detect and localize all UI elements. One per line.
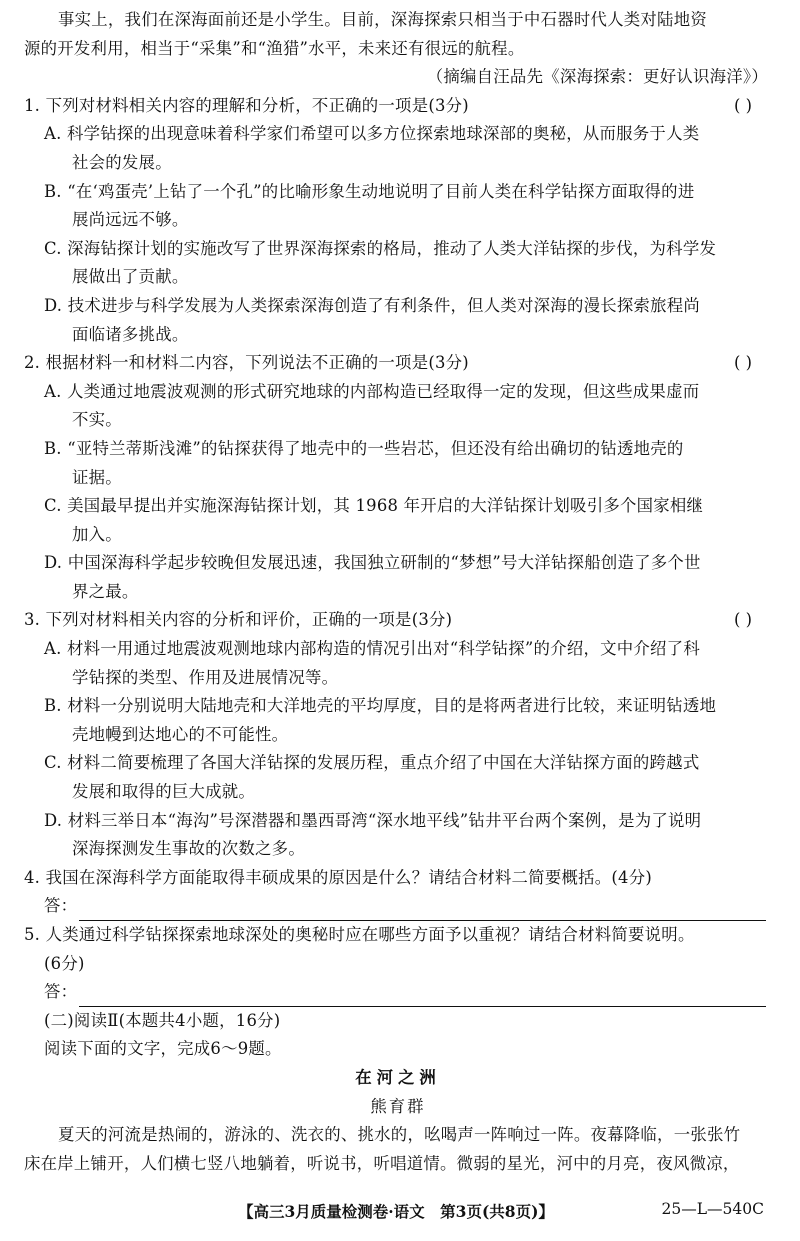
question-2-option-d: D. 中国深海科学起步较晚但发展迅速，我国独立研制的“梦想”号大洋钻探船创造了多个世	[44, 553, 701, 573]
question-4-answer-label: 答：	[44, 896, 78, 916]
question-1-option-d-cont: 面临诸多挑战。	[72, 324, 189, 344]
question-3-option-d-cont: 深海探测发生事故的次数之多。	[72, 839, 305, 859]
section-2-instruction: 阅读下面的文字，完成6～9题。	[44, 1039, 282, 1059]
question-2-option-a-cont: 不实。	[72, 410, 122, 430]
question-3-stem: 3. 下列对材料相关内容的分析和评价，正确的一项是(3分)	[24, 610, 453, 630]
question-1-option-c-cont: 展做出了贡献。	[72, 267, 189, 287]
question-1-answer-parens: ( )	[734, 95, 752, 115]
passage-author: 熊育群	[370, 1096, 426, 1116]
question-3-option-b-cont: 壳地幔到达地心的不可能性。	[72, 724, 289, 744]
question-1-option-a: A. 科学钻探的出现意味着科学家们希望可以多方位探索地球深部的奥秘，从而服务于人类	[44, 124, 700, 144]
intro-line-1: 事实上，我们在深海面前还是小学生。目前，深海探索只相当于中石器时代人类对陆地资	[58, 10, 707, 29]
question-3-option-d: D. 材料三举日本“海沟”号深潜器和墨西哥湾“深水地平线”钻井平台两个案例，是为了说明	[44, 810, 702, 830]
question-2-option-c-cont: 加入。	[72, 524, 122, 544]
question-1-stem: 1. 下列对材料相关内容的理解和分析，不正确的一项是(3分)	[24, 95, 469, 115]
question-1-option-b: B. “在‘鸡蛋壳’上钻了一个孔”的比喻形象生动地说明了目前人类在科学钻探方面取得的进	[44, 181, 695, 201]
question-2-option-a: A. 人类通过地震波观测的形式研究地球的内部构造已经取得一定的发现，但这些成果虚而	[44, 381, 700, 401]
passage-line-2: 床在岸上铺开，人们横七竖八地躺着，听说书，听唱道情。微弱的星光，河中的月亮，夜风微凉，	[24, 1153, 740, 1173]
question-2-stem-row	[24, 349, 772, 378]
question-5-stem: 5. 人类通过科学钻探探索地球深处的奥秘时应在哪些方面予以重视？请结合材料简要说明。	[24, 925, 695, 944]
question-4-stem: 4. 我国在深海科学方面能取得丰硕成果的原因是什么？请结合材料二简要概括。(4分)	[24, 867, 652, 887]
question-1-option-d: D. 技术进步与科学发展为人类探索深海创造了有利条件，但人类对深海的漫长探索旅程尚	[44, 295, 701, 315]
question-5-answer-label: 答：	[44, 982, 78, 1002]
question-5-answer-line[interactable]	[79, 986, 766, 1007]
question-3-stem-row	[24, 606, 772, 635]
passage-title: 在河之洲	[355, 1067, 441, 1087]
question-2-option-c: C. 美国最早提出并实施深海钻探计划，其 1968 年开启的大洋钻探计划吸引多个国家相继	[44, 496, 704, 516]
question-2-option-b: B. “亚特兰蒂斯浅滩”的钻探获得了地壳中的一些岩芯，但还没有给出确切的钻透地壳的	[44, 438, 684, 458]
question-4-answer-row	[24, 892, 772, 921]
question-5-score: (6分)	[44, 953, 85, 973]
page-footer	[0, 1200, 800, 1224]
question-1-stem-row	[24, 92, 772, 121]
section-2-heading: (二)阅读Ⅱ(本题共4小题，16分)	[44, 1010, 281, 1030]
footer-paper-code: 25—L—540C	[661, 1200, 764, 1218]
question-3-option-b: B. 材料一分别说明大陆地壳和大洋地壳的平均厚度，目的是将两者进行比较，来证明钻透地	[44, 696, 717, 716]
question-1-option-c: C. 深海钻探计划的实施改写了世界深海探索的格局，推动了人类大洋钻探的步伐，为科学发	[44, 238, 717, 258]
question-4-answer-line[interactable]	[79, 900, 766, 921]
question-1-option-a-cont: 社会的发展。	[72, 152, 172, 172]
passage-line-1: 夏天的河流是热闹的，游泳的、洗衣的、挑水的，吆喝声一阵响过一阵。夜幕降临，一张张竹	[58, 1125, 741, 1145]
question-3-answer-parens: ( )	[734, 610, 752, 630]
intro-line-2: 源的开发利用，相当于“采集”和“渔猎”水平，未来还有很远的航程。	[24, 38, 525, 58]
question-5-answer-row	[24, 978, 772, 1007]
question-3-option-c-cont: 发展和取得的巨大成就。	[72, 782, 256, 802]
footer-exam-info: 【高三3月质量检测卷·语文 第3页(共8页)】	[238, 1202, 554, 1221]
question-3-option-a-cont: 学钻探的类型、作用及进展情况等。	[72, 667, 339, 687]
question-2-option-d-cont: 界之最。	[72, 581, 139, 601]
question-2-option-b-cont: 证据。	[72, 467, 122, 487]
question-2-answer-parens: ( )	[734, 353, 752, 373]
question-3-option-a: A. 材料一用通过地震波观测地球内部构造的情况引出对“科学钻探”的介绍，文中介绍了科	[44, 639, 700, 659]
source-citation: （摘编自汪品先《深海探索：更好认识海洋》）	[426, 67, 768, 87]
question-2-stem: 2. 根据材料一和材料二内容，下列说法不正确的一项是(3分)	[24, 353, 469, 373]
question-3-option-c: C. 材料二简要梳理了各国大洋钻探的发展历程，重点介绍了中国在大洋钻探方面的跨越式	[44, 753, 700, 773]
question-1-option-b-cont: 展尚远远不够。	[72, 210, 189, 230]
